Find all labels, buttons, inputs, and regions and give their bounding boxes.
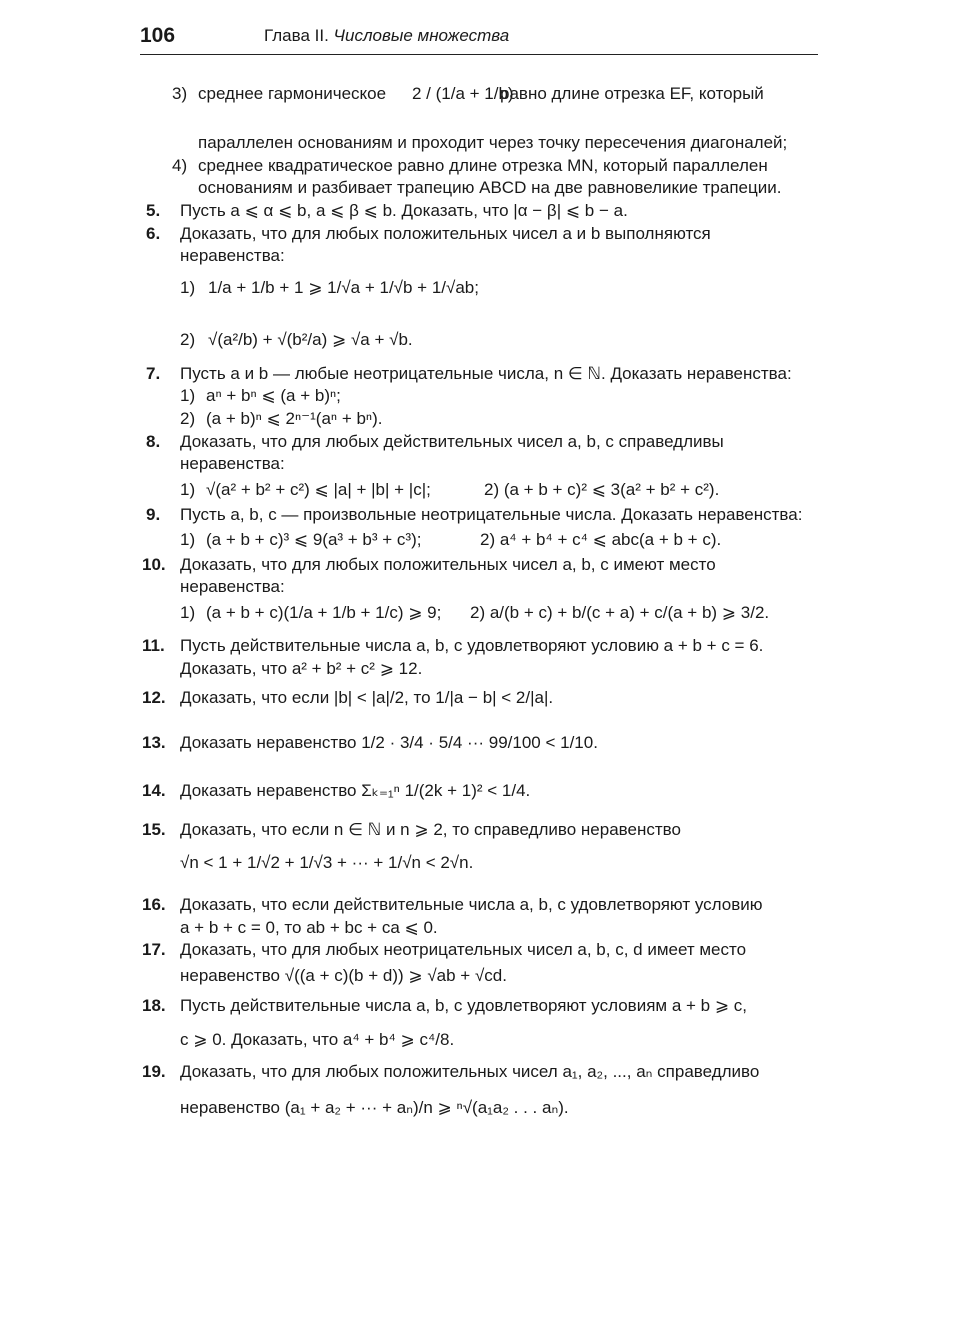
line-text: Доказать неравенство Σₖ₌₁ⁿ 1/(2k + 1)² < 1/4. [180, 781, 531, 800]
line-text: среднее квадратическое равно длине отрезка MN, который параллелен [198, 156, 768, 175]
item-label: 4) [172, 156, 188, 175]
problem-number: 5. [146, 201, 161, 220]
item-label: 1) [180, 480, 196, 499]
item-label: 1) [180, 278, 196, 297]
text-line [0, 688, 958, 718]
line-text: c ⩾ 0. Доказать, что a⁴ + b⁴ ⩾ c⁴/8. [180, 1030, 455, 1049]
line-text: (a + b)ⁿ ⩽ 2ⁿ⁻¹(aⁿ + bⁿ). [206, 409, 383, 428]
chapter-heading [264, 26, 509, 46]
line-text: среднее гармоническое [198, 84, 387, 103]
line-text: Пусть действительные числа a, b, c удовлетворяют условию a + b + c = 6. [180, 636, 764, 655]
problem-number: 9. [146, 505, 161, 524]
problem-number: 8. [146, 432, 161, 451]
line-text: aⁿ + bⁿ ⩽ (a + b)ⁿ; [206, 386, 341, 405]
text-line [0, 733, 958, 763]
problem-number: 14. [142, 781, 166, 800]
line-text: Пусть a ⩽ α ⩽ b, a ⩽ β ⩽ b. Доказать, что |α − β| ⩽ b − a. [180, 201, 628, 220]
text-line [0, 246, 958, 276]
line-text: Доказать, что для любых действительных чисел a, b, c справедливы [180, 432, 724, 451]
text-line [0, 1098, 958, 1128]
text-line [0, 1062, 958, 1092]
text-line [0, 659, 958, 689]
item-label: 2) [180, 409, 196, 428]
chapter-title: Числовые множества [333, 26, 510, 45]
line-text: √n < 1 + 1/√2 + 1/√3 + ··· + 1/√n < 2√n. [180, 853, 474, 872]
line-text: Доказать, что если n ∈ ℕ и n ⩾ 2, то справедливо неравенство [180, 820, 681, 839]
line-text: неравенства: [180, 577, 285, 596]
line-text: неравенство √((a + c)(b + d)) ⩾ √ab + √cd. [180, 966, 507, 985]
line-text: Доказать, что для любых положительных чисел a и b выполняются [180, 224, 711, 243]
line-text: Доказать, что если |b| < |a|/2, то 1/|a − b| < 2/|a|. [180, 688, 554, 707]
problem-number: 12. [142, 688, 166, 707]
problem-number: 17. [142, 940, 166, 959]
line-text: Доказать, что a² + b² + c² ⩾ 12. [180, 659, 423, 678]
text-line [0, 278, 958, 308]
line-text: неравенство (a₁ + a₂ + ··· + aₙ)/n ⩾ ⁿ√(a₁a₂ . . . aₙ). [180, 1098, 569, 1117]
line-text: неравенства: [180, 246, 285, 265]
line-text: (a + b + c)(1/a + 1/b + 1/c) ⩾ 9; [206, 603, 442, 622]
line-text: 2 / (1/a + 1/b) [412, 84, 514, 103]
line-text: Доказать, что для любых положительных чисел a, b, c имеют место [180, 555, 716, 574]
problem-number: 11. [142, 636, 165, 655]
line-text: неравенства: [180, 454, 285, 473]
line-text: Пусть действительные числа a, b, c удовлетворяют условиям a + b ⩾ c, [180, 996, 748, 1015]
item-label: 1) [180, 386, 196, 405]
chapter-label: Глава II. [264, 26, 329, 45]
problem-number: 15. [142, 820, 166, 839]
line-text: параллелен основаниям и проходит через точку пересечения диагоналей; [198, 133, 788, 152]
line-text: Доказать, что если действительные числа a, b, c удовлетворяют условию [180, 895, 763, 914]
line-text: (a + b + c)³ ⩽ 9(a³ + b³ + c³); [206, 530, 422, 549]
page-number: 106 [140, 24, 176, 47]
line-text: √(a² + b² + c²) ⩽ |a| + |b| + |c|; [206, 480, 431, 499]
line-text: a + b + c = 0, то ab + bc + ca ⩽ 0. [180, 918, 438, 937]
problem-number: 16. [142, 895, 166, 914]
running-header [140, 24, 818, 55]
problem-number: 18. [142, 996, 166, 1015]
text-line [0, 781, 958, 811]
problem-number: 7. [146, 364, 161, 383]
text-line [0, 820, 958, 850]
text-line [0, 330, 958, 360]
line-text: 2) a/(b + c) + b/(c + a) + c/(a + b) ⩾ 3/2. [470, 603, 770, 622]
problem-number: 19. [142, 1062, 166, 1081]
text-line [0, 966, 958, 996]
line-text: равно длине отрезка EF, который [500, 84, 764, 103]
line-text: основаниям и разбивает трапецию ABCD на две равновеликие трапеции. [198, 178, 782, 197]
text-line [0, 996, 958, 1026]
line-text: Доказать неравенство 1/2 · 3/4 · 5/4 ··· 99/100 < 1/10. [180, 733, 598, 752]
text-line [0, 1030, 958, 1060]
text-line [0, 84, 958, 114]
problem-number: 13. [142, 733, 166, 752]
line-text: Доказать, что для любых положительных чисел a₁, a₂, ..., aₙ справедливо [180, 1062, 760, 1081]
problem-number: 6. [146, 224, 161, 243]
line-text: 2) a⁴ + b⁴ + c⁴ ⩽ abc(a + b + c). [480, 530, 722, 549]
text-line [0, 853, 958, 883]
line-text: Доказать, что для любых неотрицательных чисел a, b, c, d имеет место [180, 940, 747, 959]
item-label: 1) [180, 530, 196, 549]
line-text: √(a²/b) + √(b²/a) ⩾ √a + √b. [208, 330, 413, 349]
item-label: 1) [180, 603, 196, 622]
line-text: 2) (a + b + c)² ⩽ 3(a² + b² + c²). [484, 480, 720, 499]
text-line [0, 603, 958, 633]
item-label: 2) [180, 330, 196, 349]
line-text: Пусть a, b, c — произвольные неотрицательные числа. Доказать неравенства: [180, 505, 803, 524]
item-label: 3) [172, 84, 188, 103]
problem-number: 10. [142, 555, 166, 574]
line-text: 1/a + 1/b + 1 ⩾ 1/√a + 1/√b + 1/√ab; [208, 278, 479, 297]
line-text: Пусть a и b — любые неотрицательные числа, n ∈ ℕ. Доказать неравенства: [180, 364, 792, 383]
